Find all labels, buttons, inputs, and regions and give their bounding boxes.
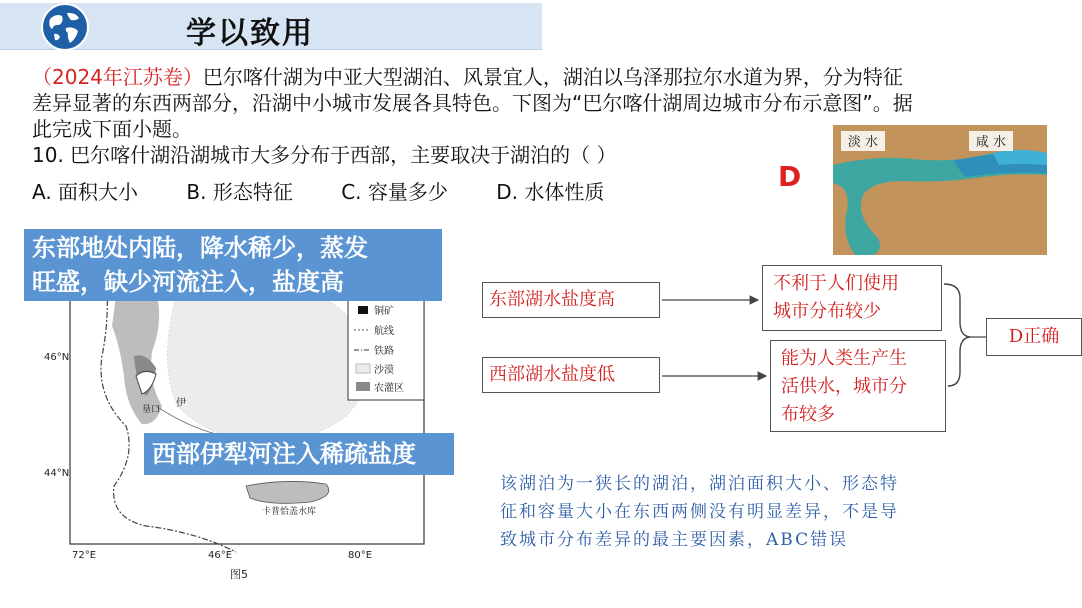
answer-options [32,176,646,205]
flow-conclusion: D正确 [986,318,1082,356]
lake-photo [833,125,1047,255]
option-a: A. 面积大小 [32,180,139,204]
flow-more-cities-line-2: 活供水，城市分 [781,376,907,397]
question-line-2: 差异显著的东西两部分，沿湖中小城市发展各具特色。下图为“巴尔喀什湖周边城市分布示意图”。据 [32,91,913,115]
explanation-line-2: 征和容量大小在东西两侧没有明显差异，不是导 [500,502,899,522]
legend-item-railway: 铁路 [374,346,394,357]
flow-fewer-cities-line-2: 城市分布较少 [773,301,881,322]
option-b: B. 形态特征 [186,180,293,204]
globe-icon [40,2,90,52]
question-source: （2024年江苏卷） [32,65,203,89]
option-c: C. 容量多少 [341,180,448,204]
flow-fewer-cities [762,265,942,331]
legend-item-copper: 铜矿 [374,306,394,317]
explanation-line-3: 致城市分布差异的最主要因素，ABC错误 [500,530,849,550]
explanation-line-1: 该湖泊为一狭长的湖泊，湖泊面积大小、形态特 [500,474,899,494]
flow-more-cities-line-3: 布较多 [781,404,835,425]
lon-label-46e: 46°E [208,550,233,561]
callout-east-line-1: 东部地处内陆，降水稀少，蒸发 [32,234,368,262]
lon-label-80: 80°E [348,550,373,561]
place-label-reservoir: 卡普恰盖水库 [262,507,317,517]
place-label-yi: 伊 [176,398,186,409]
callout-east [24,229,442,301]
photo-label-fresh: 淡 水 [847,135,879,150]
map-caption: 图5 [230,568,248,581]
legend-item-desert: 沙漠 [374,365,394,376]
lat-label-46: 46°N [44,352,70,363]
photo-label-salt: 咸 水 [975,135,1007,150]
lon-label-72: 72°E [72,550,97,561]
question-line-4: 10. 巴尔喀什湖沿湖城市大多分布于西部，主要取决于湖泊的（ ） [32,143,617,167]
flow-more-cities [770,340,946,432]
question-line-1 [32,64,1052,90]
flow-more-cities-line-1: 能为人类生产生 [781,348,907,369]
flow-fewer-cities-line-1: 不利于人们使用 [773,273,899,294]
page-title: 学以致用 [186,16,314,51]
lat-label-44: 44°N [44,468,70,479]
callout-west: 西部伊犁河注入稀疏盐度 [144,433,454,475]
place-label-kenkou: 垦口 [142,405,161,415]
explanation-text [500,470,1000,554]
question-line-1-text: 巴尔喀什湖为中亚大型湖泊、风景宜人，湖泊以乌泽那拉尔水道为界，分为特征 [202,65,903,89]
callout-east-line-2: 旺盛，缺少河流注入，盐度高 [32,268,344,296]
lake-map [44,256,428,596]
flow-east-salinity: 东部湖水盐度高 [482,282,660,318]
option-d: D. 水体性质 [496,180,605,204]
legend-item-irrigation: 农灌区 [374,383,404,394]
flow-west-salinity: 西部湖水盐度低 [482,357,660,393]
question-line-3: 此完成下面小题。 [32,117,192,141]
legend-item-route: 航线 [374,326,394,337]
answer-letter: D [778,160,802,193]
